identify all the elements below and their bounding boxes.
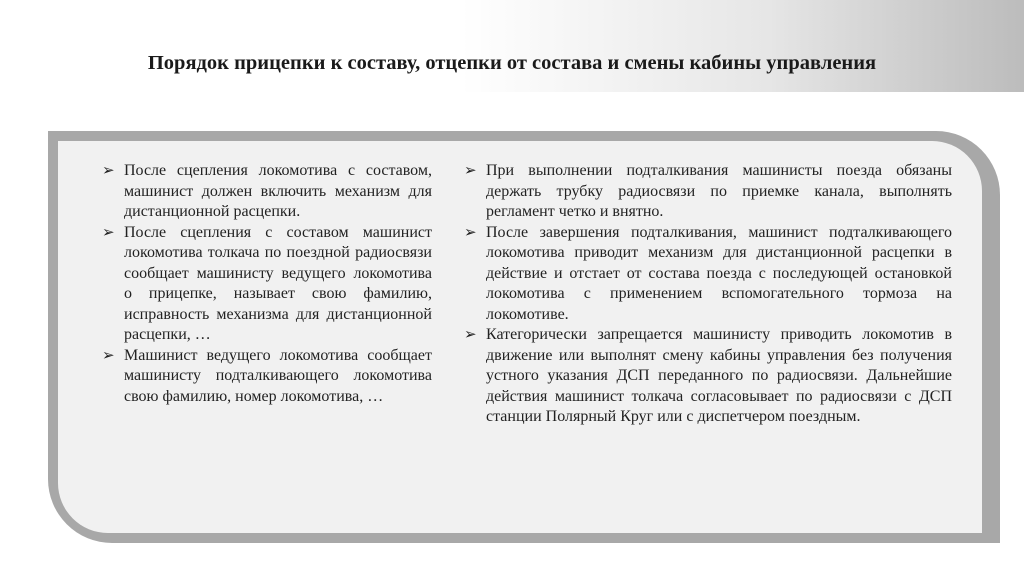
arrow-bullet-icon: ➢ <box>102 347 115 364</box>
arrow-bullet-icon: ➢ <box>102 163 115 179</box>
right-bullet-list <box>462 161 952 428</box>
arrow-bullet-icon: ➢ <box>464 327 477 343</box>
arrow-bullet-icon: ➢ <box>102 224 115 241</box>
list-item-text: При выполнении подталкивания машинисты поезда обязаны держать трубку радиосвязи по приемке канала, выполнять регламент четко и внятно. <box>486 162 952 220</box>
list-item <box>462 223 952 326</box>
arrow-bullet-icon: ➢ <box>464 224 477 241</box>
list-item-text: После завершения подталкивания, машинист подталкивающего локомотива приводит механизм для дистанционной расцепки в действие и отстает от состава поезда с последующей остановкой локомотива с применением вспомогательного тормоза на локомотиве. <box>486 223 952 323</box>
list-item-text: После сцепления с составом машинист локомотива толкача по поездной радиосвязи сообщает машинисту ведущего локомотива о прицепке, называет свою фамилию, исправность механизма для дистанционной расцепки, … <box>124 223 432 343</box>
list-item <box>100 223 432 346</box>
right-column <box>462 161 952 428</box>
arrow-bullet-icon: ➢ <box>464 163 477 179</box>
left-column <box>100 161 432 407</box>
list-item-text: Машинист ведущего локомотива сообщает машинисту подталкивающего локомотива свою фамилию, номер локомотива, … <box>124 346 432 405</box>
header-band <box>0 0 1024 92</box>
list-item <box>462 325 952 428</box>
list-item <box>100 346 432 408</box>
left-bullet-list <box>100 161 432 407</box>
list-item-text: После сцепления локомотива с составом, машинист должен включить механизм для дистанционной расцепки. <box>124 162 432 220</box>
slide-title: Порядок прицепки к составу, отцепки от состава и смены кабины управления <box>147 52 877 74</box>
list-item <box>100 161 432 223</box>
list-item <box>462 161 952 223</box>
list-item-text: Категорически запрещается машинисту приводить локомотив в движение или выполнят смену кабины управления без получения устного указания ДСП переданного по радиосвязи. Дальнейшие действия машинист толкача согласовывает по радиосвязи с ДСП станции Полярный Круг или с диспетчером поездным. <box>486 326 952 425</box>
